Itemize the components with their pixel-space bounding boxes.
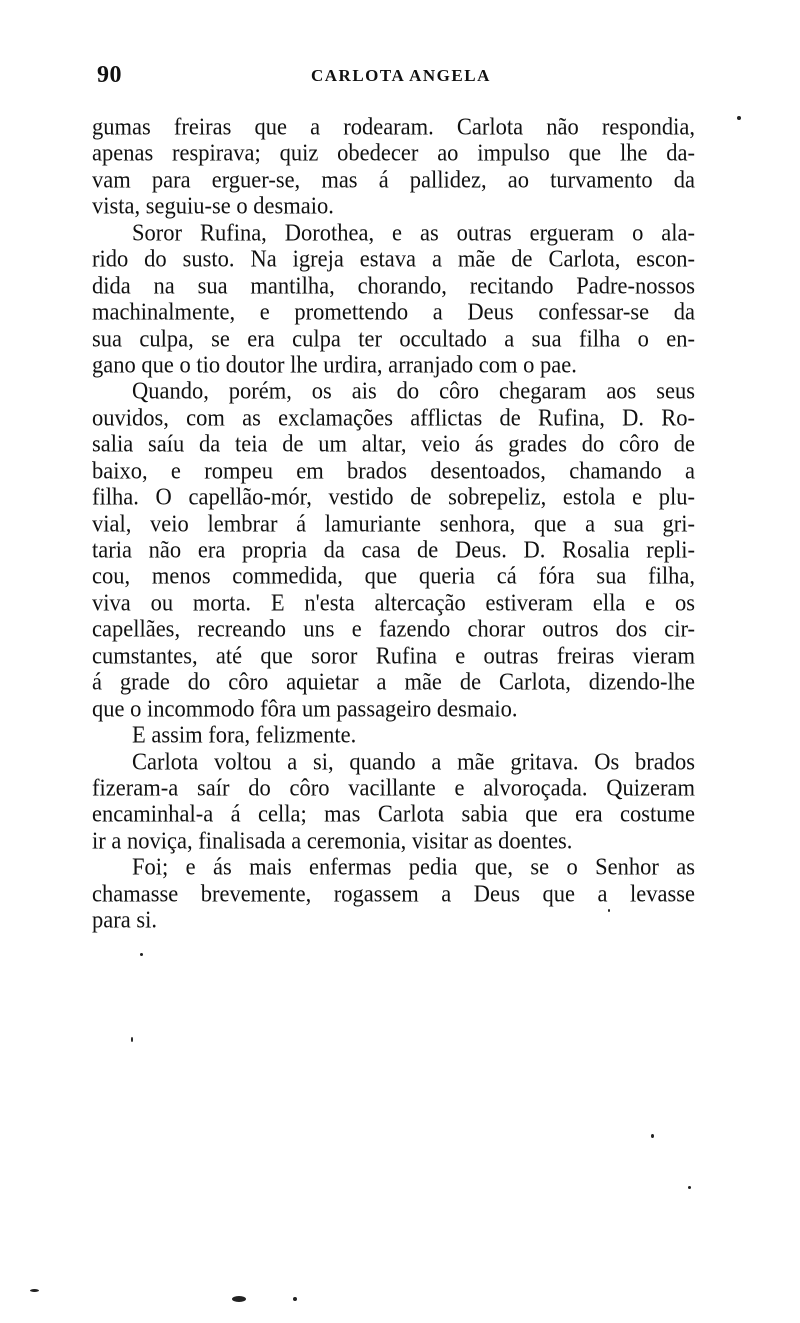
text-line: cumstantes, até que soror Rufina e outras freiras vieram	[92, 641, 695, 669]
text-line: vista, seguiu-se o desmaio.	[92, 192, 334, 220]
scan-speck	[737, 116, 741, 120]
text-line: Quando, porém, os ais do côro chegaram aos seus	[132, 377, 695, 405]
scan-speck	[232, 1296, 246, 1302]
page-number: 90	[97, 62, 122, 88]
scan-speck	[30, 1289, 39, 1292]
text-line: apenas respirava; quiz obedecer ao impulso que lhe da-	[92, 139, 695, 167]
text-line: baixo, e rompeu em brados desentoados, chamando a	[92, 456, 695, 484]
text-line: encaminhal-a á cella; mas Carlota sabia que era costume	[92, 800, 695, 828]
text-line: capellães, recreando uns e fazendo chorar outros dos cir-	[92, 615, 695, 643]
text-line: gano que o tio doutor lhe urdira, arranjado com o pae.	[92, 350, 577, 378]
text-line: filha. O capellão-mór, vestido de sobrepeliz, estola e plu-	[92, 483, 695, 511]
scan-speck	[608, 909, 610, 912]
body-text	[92, 114, 695, 934]
text-line: E assim fora, felizmente.	[132, 721, 357, 749]
text-line: á grade do côro aquietar a mãe de Carlota, dizendo-lhe	[92, 668, 695, 696]
text-line: que o incommodo fôra um passageiro desmaio.	[92, 694, 518, 722]
text-line: fizeram-a saír do côro vacillante e alvoroçada. Quizeram	[92, 773, 695, 801]
text-line: Foi; e ás mais enfermas pedia que, se o Senhor as	[132, 853, 695, 881]
scan-speck	[651, 1134, 654, 1138]
text-line: ouvidos, com as exclamações afflictas de Rufina, D. Ro-	[92, 403, 695, 431]
text-line: vam para erguer-se, mas á pallidez, ao turvamento da	[92, 165, 695, 193]
scan-speck	[131, 1037, 133, 1042]
text-line: taria não era propria da casa de Deus. D. Rosalia repli-	[92, 535, 695, 563]
scan-speck	[688, 1186, 691, 1189]
text-line: cou, menos commedida, que queria cá fóra sua filha,	[92, 562, 695, 590]
text-line: vial, veio lembrar á lamuriante senhora, que a sua gri-	[92, 509, 695, 537]
scan-speck	[293, 1297, 297, 1301]
text-line: ir a noviça, finalisada a ceremonia, visitar as doentes.	[92, 826, 573, 854]
text-line: salia saíu da teia de um altar, veio ás grades do côro de	[92, 430, 695, 458]
text-line: dida na sua mantilha, chorando, recitando Padre-nossos	[92, 271, 695, 299]
text-line: para si.	[92, 906, 157, 934]
text-line: chamasse brevemente, rogassem a Deus que a levasse	[92, 879, 695, 907]
text-line: rido do susto. Na igreja estava a mãe de Carlota, escon-	[92, 245, 695, 273]
text-line: viva ou morta. E n'esta altercação estiveram ella e os	[92, 588, 695, 616]
text-line: Carlota voltou a si, quando a mãe gritava. Os brados	[132, 747, 695, 775]
text-line: sua culpa, se era culpa ter occultado a sua filha o en-	[92, 324, 695, 352]
running-head: CARLOTA ANGELA	[311, 66, 491, 85]
text-line: Soror Rufina, Dorothea, e as outras ergueram o ala-	[132, 218, 695, 246]
text-line: gumas freiras que a rodearam. Carlota não respondia,	[92, 112, 695, 140]
scan-speck	[140, 953, 143, 956]
text-line: machinalmente, e promettendo a Deus confessar-se da	[92, 298, 695, 326]
